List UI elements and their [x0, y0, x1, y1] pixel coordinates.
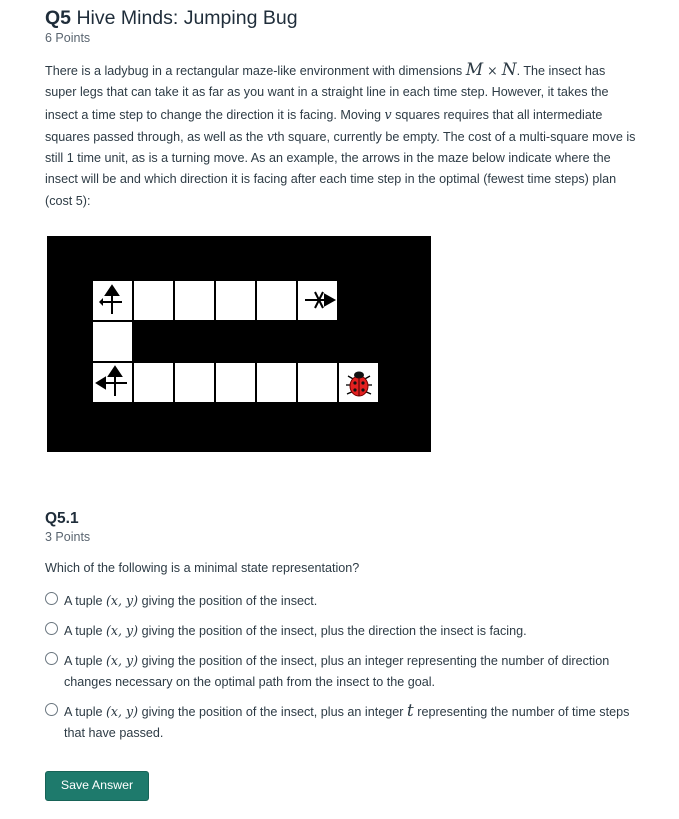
question-title-text: Hive Minds: Jumping Bug — [76, 7, 298, 29]
subquestion-prompt: Which of the following is a minimal state representation? — [45, 561, 360, 575]
radio-button[interactable] — [45, 703, 58, 716]
question-description: There is a ladybug in a rectangular maze-like environment with dimensions M × N. The insect has super legs that can take it as far as you want in a straight line in each time step. However, it takes the insect a time step to change the direction it is facing. Moving v squares requires that all intermediate squares passed through, as well as the vth square, currently be empty. The cost of a multi-square move is still 1 time unit, as is a turning move. As an example, the arrows in the maze below indicate where the insect will be and which direction it is facing after each time step in the optimal (fewest time steps) plan (cost 5): — [45, 60, 636, 208]
radio-button[interactable] — [45, 652, 58, 665]
radio-button[interactable] — [45, 622, 58, 635]
radio-button[interactable] — [45, 592, 58, 605]
option-text: A tuple (x, y) giving the position of the insect. — [64, 593, 318, 608]
option-text: A tuple (x, y) giving the position of the insect, plus an integer t representing the number of time steps that have passed. — [64, 701, 630, 741]
question-points: 6 Points — [45, 31, 91, 45]
subquestion-points: 3 Points — [45, 530, 91, 544]
subquestion-number: Q5.1 — [45, 510, 79, 527]
option-text: A tuple (x, y) giving the position of the insect, plus an integer representing the number of direction changes necessary on the optimal path from the insect to the goal. — [64, 653, 610, 690]
question-number: Q5 — [45, 7, 72, 29]
option-text: A tuple (x, y) giving the position of the insect, plus the direction the insect is facing. — [64, 623, 527, 638]
maze-figure — [47, 236, 431, 452]
save-answer-button[interactable]: Save Answer — [45, 771, 149, 801]
question-title — [45, 7, 298, 30]
